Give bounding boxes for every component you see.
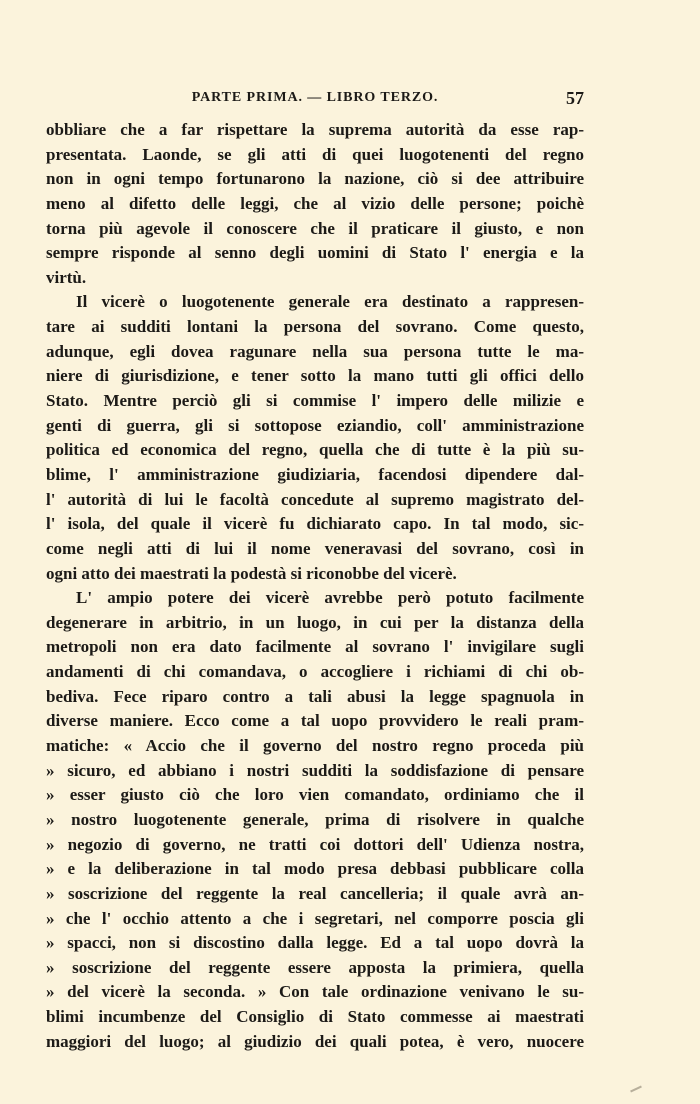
- page-number: 57: [566, 88, 584, 108]
- text-line: bediva. Fece riparo contro a tali abusi la legge spagnuola in: [46, 686, 584, 706]
- text-line: l' autorità di lui le facoltà concedute al supremo magistrato del-: [46, 489, 584, 509]
- text-line: degenerare in arbitrio, in un luogo, in cui per la distanza della: [46, 612, 584, 632]
- text-line: Stato. Mentre perciò gli si commise l' impero delle milizie e: [46, 391, 584, 411]
- text-line: L' ampio potere dei vicerè avrebbe però potuto facilmente: [76, 588, 584, 608]
- body-text: [46, 118, 584, 1054]
- text-line: adunque, egli dovea ragunare nella sua persona tutte le ma-: [46, 341, 584, 361]
- text-line: diverse maniere. Ecco come a tal uopo provvidero le reali pram-: [46, 711, 584, 731]
- running-header: [46, 86, 584, 110]
- text-line: » che l' occhio attento a che i segretari, nel comporre poscia gli: [46, 908, 584, 928]
- text-line: l' isola, del quale il vicerè fu dichiarato capo. In tal modo, sic-: [46, 514, 584, 534]
- text-line: » soscrizione del reggente essere apposta la primiera, quella: [46, 957, 584, 977]
- text-line: sempre risponde al senno degli uomini di Stato l' energia e la: [46, 243, 584, 263]
- text-line: come negli atti di lui il nome veneravasi del sovrano, così in: [46, 538, 584, 558]
- text-line: non in ogni tempo fortunarono la nazione, ciò si dee attribuire: [46, 169, 584, 189]
- text-line: » del vicerè la seconda. » Con tale ordinazione venivano le su-: [46, 982, 584, 1002]
- text-line: » e la deliberazione in tal modo presa debbasi pubblicare colla: [46, 859, 584, 879]
- text-line: Il vicerè o luogotenente generale era destinato a rappresen-: [76, 292, 584, 312]
- text-line: torna più agevole il conoscere che il praticare il giusto, e non: [46, 218, 584, 238]
- text-line: obbliare che a far rispettare la suprema autorità da esse rap-: [46, 120, 584, 139]
- running-title: PARTE PRIMA. — LIBRO TERZO.: [191, 90, 439, 105]
- text-line: » esser giusto ciò che loro vien comandato, ordiniamo che il: [46, 785, 584, 805]
- text-line: blimi incumbenze del Consiglio di Stato commesse ai maestrati: [46, 1007, 584, 1027]
- text-line: » sicuro, ed abbiano i nostri sudditi la soddisfazione di pensare: [46, 760, 584, 780]
- text-line: matiche: « Accio che il governo del nostro regno proceda più: [46, 736, 584, 756]
- text-line: andamenti di chi comandava, o accogliere i richiami di chi ob-: [46, 662, 584, 682]
- text-line: genti di guerra, gli si sottopose eziandio, coll' amministrazione: [46, 415, 584, 435]
- text-line: politica ed economica del regno, quella che di tutte è la più su-: [46, 440, 584, 460]
- text-line: virtù.: [46, 267, 87, 287]
- scan-mark: [630, 1086, 642, 1093]
- text-line: niere di giurisdizione, e tener sotto la mano tutti gli offici dello: [46, 366, 584, 386]
- text-line: ogni atto dei maestrati la podestà si riconobbe del vicerè.: [46, 563, 457, 583]
- text-line: » nostro luogotenente generale, prima di risolvere in qualche: [46, 809, 584, 829]
- text-line: blime, l' amministrazione giudiziaria, facendosi dipendere dal-: [46, 464, 584, 484]
- text-line: » soscrizione del reggente la real cancelleria; il quale avrà an-: [46, 883, 584, 903]
- text-line: » negozio di governo, ne tratti coi dottori dell' Udienza nostra,: [46, 834, 584, 854]
- text-line: maggiori del luogo; al giudizio dei quali potea, è vero, nuocere: [46, 1031, 584, 1051]
- text-line: tare ai sudditi lontani la persona del sovrano. Come questo,: [46, 317, 584, 337]
- text-line: presentata. Laonde, se gli atti di quei luogotenenti del regno: [46, 144, 584, 164]
- text-line: metropoli non era dato facilmente al sovrano l' invigilare sugli: [46, 637, 584, 657]
- text-line: » spacci, non si discostino dalla legge. Ed a tal uopo dovrà la: [46, 933, 584, 953]
- text-line: meno al difetto delle leggi, che al vizio delle persone; poichè: [46, 193, 584, 213]
